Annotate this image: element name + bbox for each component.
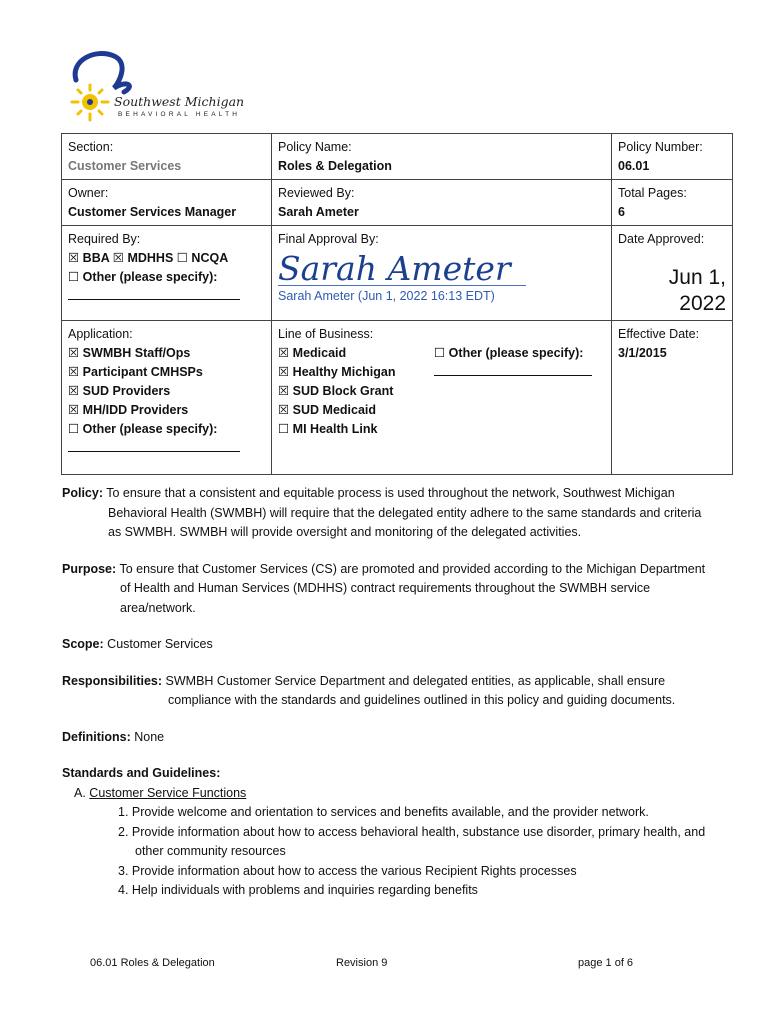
policy-paragraph [62,484,712,543]
required-label: Required By: [68,232,141,246]
reviewed-value: Sarah Ameter [278,205,359,219]
scope-label: Scope: [62,637,104,651]
lob-other-blank[interactable] [434,363,592,376]
purpose-label: Purpose: [62,561,117,576]
application-other-blank[interactable] [68,439,240,452]
owner-label: Owner: [68,186,109,200]
policy-number-cell [612,134,733,180]
functions-list [62,803,712,901]
total-pages-value: 6 [618,205,625,219]
logo-subtitle: BEHAVIORAL HEALTH [118,111,241,118]
required-other-blank[interactable] [68,287,240,300]
lob-item[interactable]: ☐ MI Health Link [278,422,378,436]
policy-text: To ensure that a consistent and equitable process is used throughout the network, Southwest Michigan Behavioral Health (SWMBH) will require that the delegated entity adhere to the same standards and criteria as SWMBH. SWMBH will provide oversight and monitoring of the delegated activities. [106,486,702,539]
lob-item[interactable]: ☒ SUD Block Grant [278,384,394,398]
subsection-a-prefix: A. [74,785,86,800]
total-pages-cell [612,180,733,226]
owner-value: Customer Services Manager [68,205,237,219]
effective-date-label: Effective Date: [618,327,700,341]
date-approved-cell [612,226,733,321]
application-item[interactable]: ☒ MH/IDD Providers [68,403,189,417]
subsection-a-title: Customer Service Functions [89,785,247,800]
policy-label: Policy: [62,486,103,500]
application-item[interactable]: ☒ SWMBH Staff/Ops [68,346,191,360]
purpose-text: To ensure that Customer Services (CS) are promoted and provided according to the Michigan Department of Health and Human Services (MDHHS) contract requirements throughout the SWMBH service area/network. [119,561,706,615]
application-cell [62,321,272,475]
purpose-paragraph [62,560,712,619]
effective-date-cell [612,321,733,475]
required-checkboxes[interactable]: ☒ BBA ☒ MDHHS ☐ NCQA [68,251,229,265]
application-label: Application: [68,327,133,341]
total-pages-label: Total Pages: [618,186,687,200]
application-item[interactable]: ☒ Participant CMHSPs [68,365,203,379]
scope-paragraph [62,635,712,655]
definitions-label: Definitions: [62,729,131,744]
final-approval-cell [272,226,612,321]
definitions-text: None [134,729,165,744]
policy-number-label: Policy Number: [618,140,703,154]
list-item: 2. Provide information about how to access behavioral health, substance use disorder, primary health, and other community resources [118,824,706,858]
lob-label: Line of Business: [278,327,374,341]
footer-left: 06.01 Roles & Delegation [90,957,215,969]
table-row [62,134,733,180]
responsibilities-paragraph [62,672,712,711]
policy-name-value: Roles & Delegation [278,159,392,173]
scope-text: Customer Services [107,637,213,651]
required-cell [62,226,272,321]
swmbh-logo [66,50,256,125]
list-item: 1. Provide welcome and orientation to services and benefits available, and the provider network. [118,805,649,819]
line-of-business-cell [272,321,612,475]
section-label: Section: [68,140,114,154]
table-row [62,180,733,226]
definitions-paragraph [62,728,712,748]
section-cell [62,134,272,180]
standards-section [62,764,712,901]
lob-item[interactable]: ☒ SUD Medicaid [278,403,377,417]
signature-meta: Sarah Ameter (Jun 1, 2022 16:13 EDT) [278,289,495,303]
date-approved-label: Date Approved: [618,232,705,246]
list-item: 4. Help individuals with problems and inquiries regarding benefits [118,883,478,897]
required-other-checkbox[interactable]: ☐ Other (please specify): [68,270,218,284]
policy-name-cell [272,134,612,180]
list-item: 3. Provide information about how to access the various Recipient Rights processes [118,863,577,878]
reviewed-label: Reviewed By: [278,186,355,200]
subsection-a [74,784,712,804]
effective-date-value: 3/1/2015 [618,346,667,360]
final-approval-label: Final Approval By: [278,232,379,246]
standards-heading: Standards and Guidelines: [62,766,221,780]
signature-line [278,251,526,286]
section-value: Customer Services [68,159,182,173]
lob-item[interactable]: ☒ Medicaid [278,346,347,360]
date-approved-value: Jun 1, 2022 [668,266,726,315]
logo-name: Southwest Michigan [114,94,245,109]
responsibilities-text: SWMBH Customer Service Department and delegated entities, as applicable, shall ensure compliance with the standards and guidelines outlined in this policy and guiding documents. [165,673,676,707]
responsibilities-label: Responsibilities: [62,673,163,688]
table-row [62,321,733,475]
signature: Sarah Ameter [278,251,511,286]
footer-right: page 1 of 6 [578,957,634,969]
policy-name-label: Policy Name: [278,140,352,154]
footer-center: Revision 9 [336,957,388,969]
application-item[interactable]: ☒ SUD Providers [68,384,171,398]
owner-cell [62,180,272,226]
policy-header-table [61,133,733,475]
lob-item[interactable]: ☒ Healthy Michigan [278,365,396,379]
policy-number-value: 06.01 [618,159,650,173]
application-item[interactable]: ☐ Other (please specify): [68,422,218,436]
lob-other-checkbox[interactable]: ☐ Other (please specify): [434,346,584,360]
reviewed-cell [272,180,612,226]
policy-body [62,484,712,901]
table-row [62,226,733,321]
